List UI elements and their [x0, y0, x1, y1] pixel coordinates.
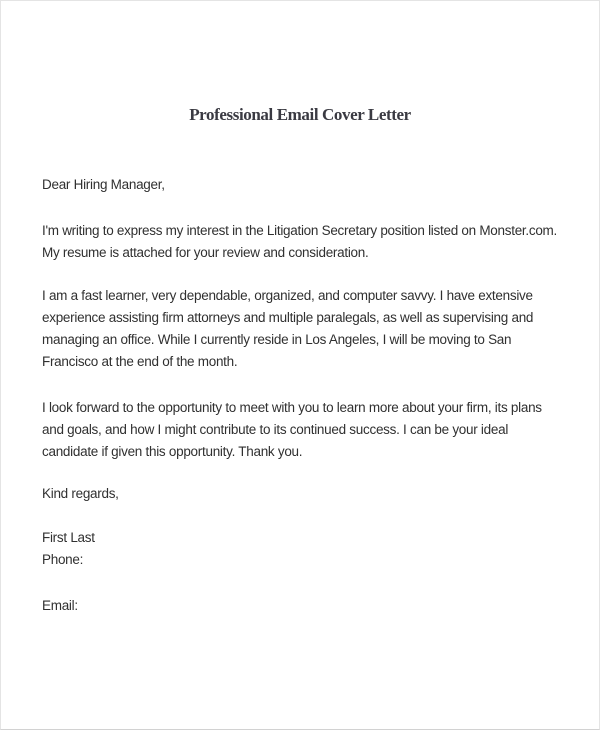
- paragraph-line: managing an office. While I currently reside in Los Angeles, I will be moving to San: [42, 332, 512, 347]
- email-label: Email:: [42, 598, 78, 613]
- paragraph-line: I am a fast learner, very dependable, organized, and computer savvy. I have extensive: [42, 288, 533, 303]
- paragraph: [42, 285, 558, 373]
- paragraph-line: candidate if given this opportunity. Thank you.: [42, 444, 303, 459]
- closing-salutation: Kind regards,: [42, 486, 119, 501]
- document-title: Professional Email Cover Letter: [189, 105, 411, 124]
- paragraph-line: and goals, and how I might contribute to its continued success. I can be your ideal: [42, 422, 509, 437]
- paragraph-line: I'm writing to express my interest in the Litigation Secretary position listed on Monster.com.: [42, 223, 557, 238]
- signature-block: [42, 527, 558, 571]
- greeting: Dear Hiring Manager,: [42, 177, 165, 192]
- paragraph: [42, 220, 558, 264]
- paragraph-line: Francisco at the end of the month.: [42, 354, 238, 369]
- paragraph-line: My resume is attached for your review and consideration.: [42, 245, 369, 260]
- signature-name: First Last: [42, 530, 95, 545]
- phone-label: Phone:: [42, 552, 84, 567]
- paragraph-line: experience assisting firm attorneys and multiple paralegals, as well as supervising and: [42, 310, 534, 325]
- paragraph: [42, 397, 558, 463]
- paragraph-line: I look forward to the opportunity to meet with you to learn more about your firm, its plans: [42, 400, 542, 415]
